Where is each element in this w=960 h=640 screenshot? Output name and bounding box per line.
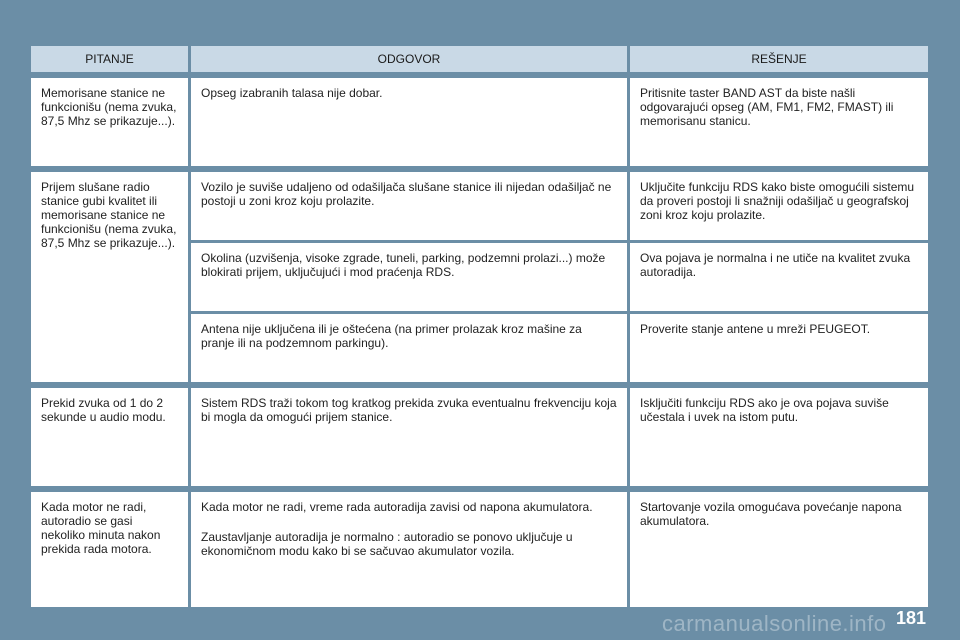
row2-answer-1: Vozilo je suviše udaljeno od odašiljača slušane stanice ili nijedan odašiljač ne postoji u zoni kroz koju prolazite. [191, 172, 627, 240]
row2-question: Prijem slušane radio stanice gubi kvalitet ili memorisane stanice ne funkcionišu (nema zvuka, 87,5 Mhz se prikazuje...). [31, 172, 188, 382]
row4-solution: Startovanje vozila omogućava povećanje napona akumulatora. [630, 492, 928, 607]
row2-solution-3: Proverite stanje antene u mreži PEUGEOT. [630, 314, 928, 382]
row4-answer [191, 492, 627, 607]
row4-question: Kada motor ne radi, autoradio se gasi nekoliko minuta nakon prekida rada motora. [31, 492, 188, 607]
row3-answer: Sistem RDS traži tokom tog kratkog prekida zvuka eventualnu frekvenciju koja bi mogla da omogući prijem stanice. [191, 388, 627, 486]
row2-answer-2: Okolina (uzvišenja, visoke zgrade, tuneli, parking, podzemni prolazi...) može blokirati prijem, uključujući i mod praćenja RDS. [191, 243, 627, 311]
row2-answer-3: Antena nije uključena ili je oštećena (na primer prolazak kroz mašine za pranje ili na podzemnom parkingu). [191, 314, 627, 382]
row2-solution-2: Ova pojava je normalna i ne utiče na kvalitet zvuka autoradija. [630, 243, 928, 311]
header-question: PITANJE [31, 46, 188, 72]
row4-answer-para-2: Zaustavljanje autoradija je normalno : autoradio se ponovo uključuje u ekonomičnom modu kako bi se sačuvao akumulator vozila. [201, 530, 573, 558]
footer-watermark: carmanualsonline.info [662, 611, 887, 636]
row3-solution: Isključiti funkciju RDS ako je ova pojava suviše učestala i uvek na istom putu. [630, 388, 928, 486]
page-number: 181 [895, 608, 926, 628]
header-solution: REŠENJE [630, 46, 928, 72]
row1-question: Memorisane stanice ne funkcionišu (nema zvuka, 87,5 Mhz se prikazuje...). [31, 78, 188, 166]
row1-solution: Pritisnite taster BAND AST da biste našli odgovarajući opseg (AM, FM1, FM2, FMAST) ili memorisanu stanicu. [630, 78, 928, 166]
row3-question: Prekid zvuka od 1 do 2 sekunde u audio modu. [31, 388, 188, 486]
row1-answer: Opseg izabranih talasa nije dobar. [191, 78, 627, 166]
row4-answer-para-1: Kada motor ne radi, vreme rada autoradija zavisi od napona akumulatora. [201, 500, 593, 514]
row2-solution-1: Uključite funkciju RDS kako biste omogućili sistemu da proveri postoji li snažniji odašiljač u geografskoj zoni kroz koju prolazite. [630, 172, 928, 240]
header-answer: ODGOVOR [191, 46, 627, 72]
